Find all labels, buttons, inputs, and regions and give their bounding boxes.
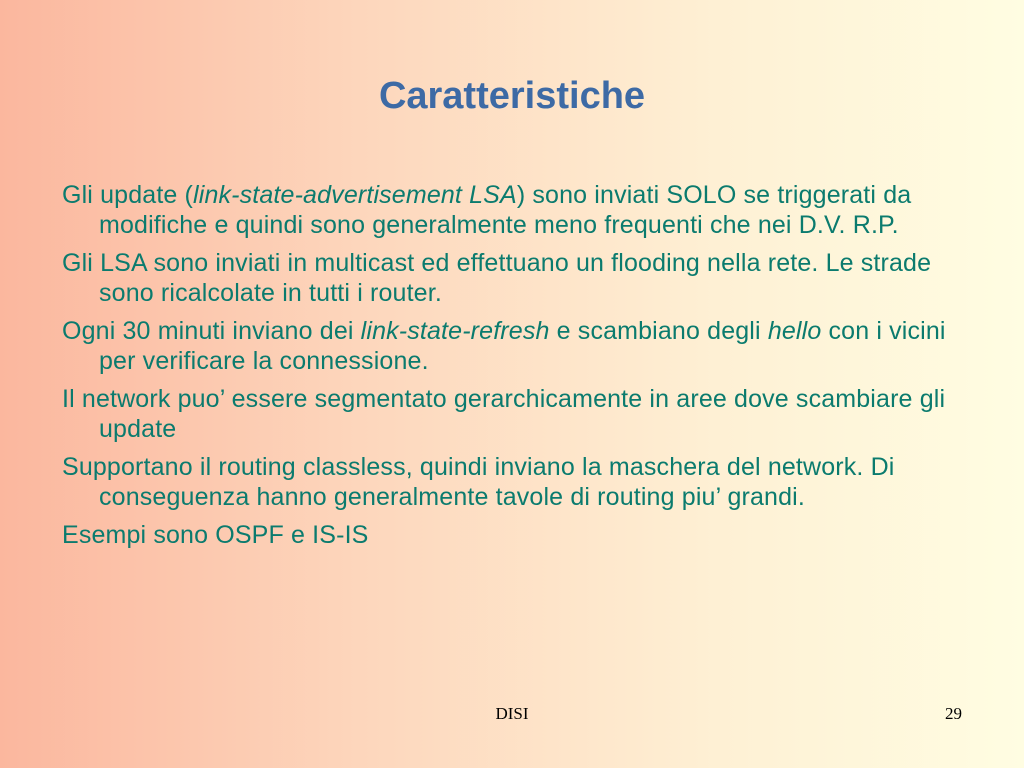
bullet-text: Esempi sono OSPF e IS-IS [62,521,369,549]
bullet-text-italic: link-state-advertisement LSA [193,181,517,209]
bullet-item [62,452,972,512]
bullet-item [62,180,972,240]
bullet-text-italic: hello [767,317,822,345]
bullet-text: Gli update ( [62,181,194,209]
bullet-text: Il network puo’ essere segmentato gerarchicamente in aree dove scambiare gli update [62,385,946,443]
footer-label: DISI [495,704,529,723]
bullet-item [62,316,972,376]
page-number: 29 [945,704,962,723]
bullet-text: Supportano il routing classless, quindi inviano la maschera del network. Di conseguenza hanno generalmente tavole di routing piu’ grandi. [62,453,895,511]
bullet-text: ) sono inviati SOLO se triggerati da modifiche e quindi sono generalmente meno frequenti che nei D.V. R.P. [99,181,912,239]
bullet-text: Gli LSA sono inviati in multicast ed effettuano un flooding nella rete. Le strade sono ricalcolate in tutti i router. [62,249,932,307]
bullet-item [62,520,972,550]
slide-title: Caratteristiche [378,75,646,117]
bullet-text: Ogni 30 minuti inviano dei [62,317,361,345]
bullet-item [62,248,972,308]
bullet-item [62,384,972,444]
bullet-text: con i vicini per verificare la connessione. [99,317,946,375]
bullet-list [62,180,972,558]
bullet-text: e scambiano degli [549,317,768,345]
bullet-text-italic: link-state-refresh [360,317,550,345]
